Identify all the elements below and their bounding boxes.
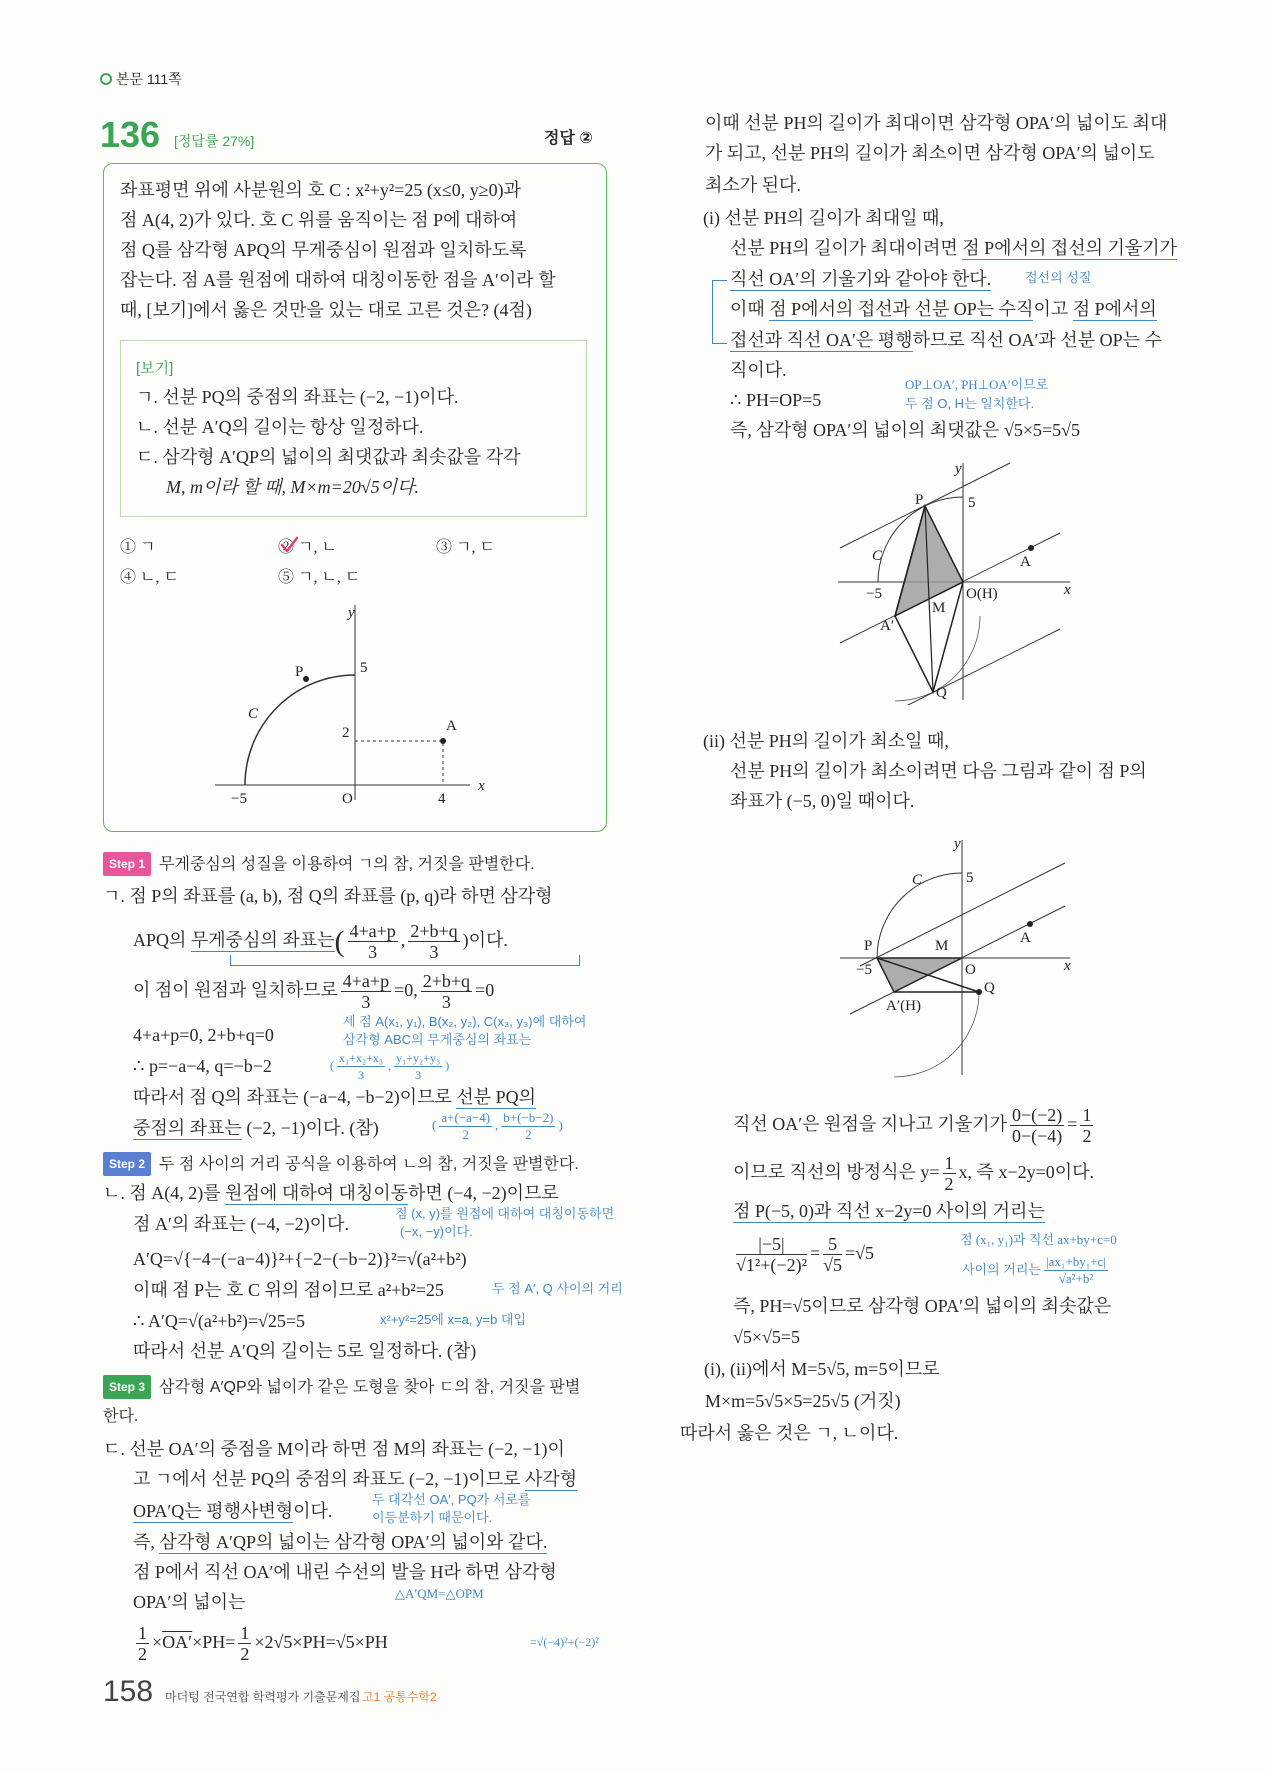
text-segment: =0, bbox=[394, 980, 418, 1000]
text-segment: 2 bbox=[525, 1127, 532, 1142]
solution-line: 즉, PH=√5이므로 삼각형 OPA′의 넓이의 최솟값은 bbox=[733, 1296, 1112, 1316]
text-segment: 사각형 bbox=[525, 1469, 578, 1489]
problem-line: 점 A(4, 2)가 있다. 호 C 위를 움직이는 점 P에 대하여 bbox=[120, 210, 518, 230]
graphic-element bbox=[341, 971, 391, 1012]
solution-line: M×m=5√5×5=25√5 (거짓) bbox=[705, 1391, 901, 1411]
graphic-element bbox=[736, 1234, 807, 1275]
solution-line: 4+a+p=0, 2+b+q=0 bbox=[133, 1025, 274, 1045]
annotation-note: 점 (x₁, y₁)과 직선 ax+by+c=0 bbox=[960, 1232, 1117, 1247]
q-label: Q bbox=[936, 685, 947, 701]
text-segment: |ax₁+by₁+c| bbox=[1045, 1254, 1106, 1269]
text-segment: 3 bbox=[415, 1068, 422, 1082]
solution-line: 따라서 선분 A′Q의 길이는 5로 일정하다. (참) bbox=[133, 1341, 477, 1361]
text-segment: 0−(−2) bbox=[1011, 1105, 1063, 1126]
annotation-formula: ( $\frac{\text{x₁+x₂+x₃}}{3}$ , $\frac{\text{y₁+y₂+y₃}}{3}$ ) bbox=[330, 1051, 450, 1082]
annotation-connector bbox=[230, 955, 580, 966]
text-segment: x₁+x₂+x₃ bbox=[339, 1051, 384, 1065]
text-segment: 4+a+p bbox=[349, 921, 396, 942]
tick-neg5: −5 bbox=[231, 791, 247, 807]
text-segment: 2 bbox=[240, 1644, 250, 1665]
c-label: C bbox=[912, 872, 923, 888]
text-segment: OPA′Q는 평행사변형 bbox=[133, 1501, 294, 1521]
text-segment: 점 P에서의 bbox=[1072, 299, 1157, 319]
graphic-element bbox=[823, 1234, 842, 1275]
annotation-note: 삼각형 ABC의 무게중심의 좌표는 bbox=[343, 1032, 532, 1047]
solution-line bbox=[733, 1150, 1094, 1194]
m-label: M bbox=[932, 600, 946, 616]
solution-line: 최소가 된다. bbox=[705, 175, 801, 195]
solution-line bbox=[733, 1102, 1096, 1146]
point-p bbox=[303, 676, 309, 682]
annotation-connector bbox=[712, 280, 727, 344]
text-segment: =0 bbox=[475, 980, 495, 1000]
text-segment: 이때 bbox=[730, 299, 770, 319]
text-segment: 직선 OA′의 기울기와 같아야 한다. bbox=[730, 269, 992, 289]
graphic-element bbox=[840, 836, 1071, 1077]
text-segment: |−5| bbox=[736, 1234, 807, 1255]
bogi-item: ㄴ. 선분 A′Q의 길이는 항상 일정하다. bbox=[136, 417, 424, 437]
step3-title: 삼각형 A′QP와 넓이가 같은 도형을 찾아 ㄷ의 참, 거짓을 판별 bbox=[159, 1379, 581, 1396]
text-segment: 고 ㄱ에서 선분 PQ의 중점의 좌표도 (−2, −1)이므로 bbox=[133, 1469, 526, 1489]
text-segment: 2 bbox=[462, 1127, 469, 1142]
step1-title: 무게중심의 성질을 이용하여 ㄱ의 참, 거짓을 판별한다. bbox=[159, 856, 535, 873]
text-segment: √5 bbox=[823, 1255, 843, 1276]
solution-line: 좌표가 (−5, 0)일 때이다. bbox=[730, 791, 915, 811]
solution-line: ㄱ. 점 P의 좌표를 (a, b), 점 Q의 좌표를 (p, q)라 하면 삼각형 bbox=[103, 886, 553, 906]
annotation-note: x²+y²=25에 x=a, y=b 대입 bbox=[380, 1312, 527, 1327]
text-segment: 1 bbox=[138, 1623, 147, 1644]
graphic-element bbox=[1080, 1105, 1093, 1146]
text-segment: 중점의 좌표는 bbox=[133, 1118, 242, 1138]
correct-rate: [정답률 27%] bbox=[174, 133, 255, 149]
tick-neg5: −5 bbox=[856, 962, 872, 978]
annotation-note: =√(−4)²+(−2)² bbox=[530, 1635, 599, 1649]
y-label: y bbox=[954, 836, 961, 852]
text-segment: 선분 PQ의 bbox=[456, 1087, 537, 1107]
solution-line: 점 P에서 직선 OA′에 내린 수선의 발을 H라 하면 삼각형 bbox=[133, 1562, 557, 1582]
text-segment: 직선 OA′은 원점을 지나고 기울기가 bbox=[733, 1114, 1007, 1134]
solution-line bbox=[733, 1230, 874, 1276]
text-segment: (−2, −1)이다. (참) bbox=[241, 1118, 379, 1138]
annotation-note: 두 점 A′, Q 사이의 거리 bbox=[492, 1281, 623, 1296]
bogi-item: M, m이라 할 때, M×m=20√5이다. bbox=[166, 477, 419, 497]
guide-lines bbox=[355, 741, 443, 785]
step1-badge: Step 1 bbox=[103, 852, 151, 876]
solution-line: ∴ A′Q=√(a²+b²)=√25=5 bbox=[133, 1311, 306, 1331]
choice-1[interactable]: ① ㄱ bbox=[120, 539, 156, 556]
text-segment: √a²+b² bbox=[1058, 1271, 1094, 1286]
solution-line bbox=[133, 1622, 388, 1664]
annotation-note: (−x, −y)이다. bbox=[400, 1224, 473, 1239]
page-number: 158 bbox=[103, 1675, 154, 1708]
text-segment: 하면 (−4, −2)이므로 bbox=[408, 1183, 559, 1203]
graphic-element bbox=[501, 1110, 555, 1143]
graphic-element bbox=[877, 958, 962, 992]
reference-text: 본문 111쪽 bbox=[116, 71, 182, 87]
m-label: M bbox=[935, 938, 949, 954]
origin-label: O(H) bbox=[966, 586, 998, 602]
a-label: A bbox=[1020, 554, 1031, 570]
annotation-note bbox=[962, 1254, 1111, 1287]
annotation-note: 두 대각선 OA′, PQ가 서로를 bbox=[372, 1492, 531, 1507]
graphic-element bbox=[1028, 545, 1034, 551]
solution-line: √5×√5=5 bbox=[733, 1327, 801, 1347]
text-segment: √1²+(−2)² bbox=[736, 1255, 807, 1276]
x-label: x bbox=[1064, 582, 1071, 598]
graphic-element bbox=[439, 1110, 492, 1143]
step3-badge: Step 3 bbox=[103, 1375, 151, 1399]
solution-line bbox=[133, 970, 494, 1012]
problem-line: 좌표평면 위에 사분원의 호 C : x²+y²=25 (x≤0, y≥0)과 bbox=[120, 180, 522, 200]
text-segment: 5 bbox=[823, 1234, 842, 1255]
step1-heading bbox=[103, 852, 535, 876]
text-segment: 3 bbox=[358, 1068, 365, 1082]
text-segment: 2 bbox=[944, 1174, 954, 1195]
text-segment: 즉, bbox=[133, 1532, 160, 1552]
graphic-element bbox=[976, 989, 982, 995]
text-segment: 0−(−4) bbox=[1011, 1126, 1063, 1147]
text-segment: 3 bbox=[429, 942, 439, 963]
text-segment: ×2√5×PH=√5×PH bbox=[254, 1632, 388, 1652]
problem-line: 점 Q를 삼각형 APQ의 무게중심이 원점과 일치하도록 bbox=[120, 240, 527, 260]
solution-line: 이때 점 P는 호 C 위의 점이므로 a²+b²=25 bbox=[133, 1280, 444, 1300]
x-label: x bbox=[478, 778, 485, 794]
solution-line bbox=[730, 268, 991, 290]
step2-title: 두 점 사이의 거리 공식을 이용하여 ㄴ의 참, 거짓을 판별한다. bbox=[159, 1156, 579, 1173]
text-segment: 하므로 직선 OA′과 선분 OP는 수 bbox=[912, 330, 1162, 350]
graphic-element bbox=[943, 1153, 956, 1194]
choice-3[interactable]: ③ ㄱ, ㄷ bbox=[436, 539, 495, 556]
graphic-element bbox=[421, 971, 472, 1012]
solution-line bbox=[103, 1182, 559, 1204]
answer-label: 정답 ② bbox=[544, 130, 593, 147]
annotation-note: 세 점 A(x₁, y₁), B(x₂, y₂), C(x₃, y₃)에 대하여 bbox=[343, 1014, 587, 1029]
text-segment: 점 P에서의 접선과 선분 OP는 수직 bbox=[769, 299, 1034, 319]
p-label: P bbox=[295, 664, 304, 680]
text-segment: 2 bbox=[138, 1644, 147, 1665]
text-segment: 선분 PH의 길이가 최대이려면 bbox=[730, 238, 963, 258]
solution-line: 이때 선분 PH의 길이가 최대이면 삼각형 OPA′의 넓이도 최대 bbox=[705, 113, 1168, 133]
text-segment: = bbox=[1067, 1114, 1078, 1134]
graphic-element bbox=[1027, 921, 1033, 927]
text-segment: 이므로 직선의 방정식은 y= bbox=[733, 1162, 940, 1182]
text-segment: y₁+y₂+y₃ bbox=[396, 1051, 441, 1065]
text-segment: 삼각형 A′QP의 넓이는 삼각형 OPA′의 넓이와 같다. bbox=[159, 1532, 548, 1552]
point-a bbox=[440, 738, 446, 744]
text-segment: 점 P에서의 접선의 기울기가 bbox=[962, 238, 1178, 258]
solution-line: 가 되고, 선분 PH의 길이가 최소이면 삼각형 OPA′의 넓이도 bbox=[705, 143, 1155, 163]
origin-label: O bbox=[342, 791, 353, 807]
text-segment: 2+b+q bbox=[410, 921, 458, 942]
tick-4: 4 bbox=[438, 791, 446, 807]
text-segment: )이다. bbox=[462, 930, 508, 950]
tick-2: 2 bbox=[342, 725, 350, 741]
text-segment: b+(−b−2) bbox=[503, 1110, 554, 1125]
text-segment: ( bbox=[334, 924, 345, 958]
text-segment: 점 P(−5, 0)과 직선 x−2y=0 사이의 거리는 bbox=[733, 1201, 1045, 1221]
solution-line bbox=[133, 1086, 536, 1108]
solution-line bbox=[133, 1468, 577, 1490]
case-heading: (i) 선분 PH의 길이가 최대일 때, bbox=[703, 208, 944, 228]
solution-line bbox=[730, 298, 1157, 320]
solution-line: A′Q=√{−4−(−a−4)}²+{−2−(−b−2)}²=√(a²+b²) bbox=[133, 1249, 467, 1269]
choice-4[interactable]: ④ ㄴ, ㄷ bbox=[120, 569, 179, 586]
annotation-note: 이등분하기 때문이다. bbox=[372, 1510, 493, 1525]
text-segment: 무게중심의 좌표는 bbox=[190, 930, 335, 950]
solution-line: OPA′의 넓이는 bbox=[133, 1592, 246, 1612]
a-label: A bbox=[446, 718, 457, 734]
text-segment: 1 bbox=[944, 1153, 954, 1174]
text-segment: 3 bbox=[368, 942, 378, 963]
text-segment: 3 bbox=[361, 992, 371, 1013]
text-segment: 이 점이 원점과 일치하므로 bbox=[133, 980, 338, 1000]
text-segment: 따라서 점 Q의 좌표는 (−a−4, −b−2)이므로 bbox=[133, 1087, 457, 1107]
text-segment: OA′ bbox=[162, 1632, 193, 1652]
p-label: P bbox=[915, 492, 924, 508]
annotation-note: 두 점 O, H는 일치한다. bbox=[905, 396, 1035, 411]
text-segment: 1 bbox=[240, 1623, 250, 1644]
annotation-note: △A′QM=△OPM bbox=[395, 1586, 484, 1601]
step2-heading bbox=[103, 1152, 579, 1176]
text-segment: a+(−a−4) bbox=[441, 1110, 491, 1125]
graphic-element bbox=[238, 1623, 251, 1664]
text-segment: = bbox=[809, 1243, 821, 1263]
subject-label: 고1 공통수학2 bbox=[362, 1690, 437, 1704]
text-segment: 원점에 대하여 대칭이동 bbox=[225, 1183, 409, 1203]
graphic-element bbox=[136, 1623, 149, 1664]
tick-5: 5 bbox=[966, 870, 974, 886]
bogi-title: [보기] bbox=[136, 360, 174, 377]
arc-c bbox=[245, 675, 355, 785]
solution-line: ∴ PH=OP=5 bbox=[730, 390, 822, 410]
c-label: C bbox=[872, 548, 883, 564]
problem-figure bbox=[0, 0, 640, 830]
text-segment: 4+a+p bbox=[342, 971, 390, 992]
solution-line: 직이다. bbox=[730, 360, 787, 380]
a-label: A bbox=[1020, 930, 1031, 946]
text-segment: APQ의 bbox=[133, 930, 191, 950]
text-segment: 접선과 직선 OA′은 평행 bbox=[730, 330, 913, 350]
text-segment: =√5 bbox=[845, 1243, 875, 1263]
text-segment: 사이의 거리는 bbox=[962, 1261, 1041, 1277]
solution-line: 점 A′의 좌표는 (−4, −2)이다. bbox=[133, 1214, 349, 1234]
text-segment: ㄴ. 점 A(4, 2)를 bbox=[103, 1183, 226, 1203]
text-segment: x, 즉 x−2y=0이다. bbox=[958, 1162, 1094, 1182]
text-segment: 이고 bbox=[1033, 299, 1073, 319]
solution-line: (i), (ii)에서 M=5√5, m=5이므로 bbox=[704, 1359, 940, 1379]
text-segment: , bbox=[400, 930, 406, 950]
y-label: y bbox=[955, 461, 962, 477]
book-title: 마더텅 전국연합 학력평가 기출문제집 bbox=[165, 1690, 361, 1704]
a-prime-label: A′ bbox=[880, 618, 895, 634]
solution-line: 선분 PH의 길이가 최소이려면 다음 그림과 같이 점 P의 bbox=[730, 761, 1147, 781]
annotation-note: 접선의 성질 bbox=[1025, 270, 1092, 285]
origin-label: O bbox=[965, 962, 976, 978]
step3-title-cont: 한다. bbox=[103, 1408, 139, 1425]
step3-heading bbox=[103, 1375, 580, 1399]
tick-5: 5 bbox=[360, 660, 368, 676]
text-segment: 1 bbox=[1082, 1105, 1092, 1126]
tick-neg5: −5 bbox=[866, 586, 882, 602]
solution-line bbox=[133, 1531, 547, 1553]
case-heading: (ii) 선분 PH의 길이가 최소일 때, bbox=[703, 731, 949, 751]
graphic-element bbox=[394, 1050, 442, 1083]
solution-line bbox=[730, 329, 1162, 351]
problem-line: 때, [보기]에서 옳은 것만을 있는 대로 고른 것은? (4점) bbox=[120, 300, 532, 320]
figure-min-case bbox=[820, 830, 1080, 1080]
solution-line bbox=[133, 1500, 332, 1522]
c-label: C bbox=[248, 706, 259, 722]
annotation-formula: ( $\frac{a+(-a-4)}{2}$ , $\frac{b+(-b-2)}{2}$ ) bbox=[432, 1110, 563, 1142]
graphic-element bbox=[1010, 1105, 1064, 1146]
text-segment: 이다. bbox=[293, 1501, 333, 1521]
choice-5[interactable]: ⑤ ㄱ, ㄴ, ㄷ bbox=[278, 569, 361, 586]
graphic-element bbox=[337, 1050, 385, 1083]
q-label: Q bbox=[984, 980, 995, 996]
conclusion-line: 따라서 옳은 것은 ㄱ, ㄴ이다. bbox=[680, 1423, 899, 1443]
text-segment: 2+b+q bbox=[422, 971, 471, 992]
text-segment: 2 bbox=[1082, 1126, 1092, 1147]
solution-line bbox=[133, 1117, 379, 1139]
annotation-note: 점 (x, y)를 원점에 대하여 대칭이동하면 bbox=[395, 1206, 615, 1221]
x-label: x bbox=[1064, 958, 1071, 974]
a-prime-h-label: A′(H) bbox=[886, 998, 921, 1014]
solution-line: 즉, 삼각형 OPA′의 넓이의 최댓값은 √5×5=5√5 bbox=[730, 420, 1081, 440]
graphic-element bbox=[838, 461, 1071, 705]
p-label: P bbox=[864, 938, 873, 954]
figure-max-case bbox=[820, 455, 1080, 705]
y-label: y bbox=[348, 605, 355, 621]
bogi-item: ㄱ. 선분 PQ의 중점의 좌표는 (−2, −1)이다. bbox=[136, 387, 459, 407]
tick-5: 5 bbox=[968, 495, 976, 511]
step2-badge: Step 2 bbox=[103, 1152, 151, 1176]
bogi-item: ㄷ. 삼각형 A′QP의 넓이의 최댓값과 최솟값을 각각 bbox=[136, 447, 521, 467]
text-segment: × bbox=[152, 1632, 163, 1652]
problem-line: 잡는다. 점 A를 원점에 대하여 대칭이동한 점을 A′이라 할 bbox=[120, 270, 556, 290]
solution-line bbox=[730, 237, 1177, 259]
choice-2[interactable]: ② ㄱ, ㄴ bbox=[278, 539, 337, 556]
problem-number: 136 bbox=[100, 114, 161, 155]
graphic-element bbox=[1044, 1254, 1108, 1287]
text-segment: ×PH= bbox=[192, 1632, 236, 1652]
solution-line: ∴ p=−a−4, q=−b−2 bbox=[133, 1056, 272, 1076]
text-segment: 3 bbox=[441, 992, 451, 1013]
solution-line bbox=[733, 1200, 1045, 1222]
annotation-note: OP⊥OA′, PH⊥OA′이므로 bbox=[905, 377, 1049, 392]
solution-line: ㄷ. 선분 OA′의 중점을 M이라 하면 점 M의 좌표는 (−2, −1)이 bbox=[103, 1439, 565, 1459]
